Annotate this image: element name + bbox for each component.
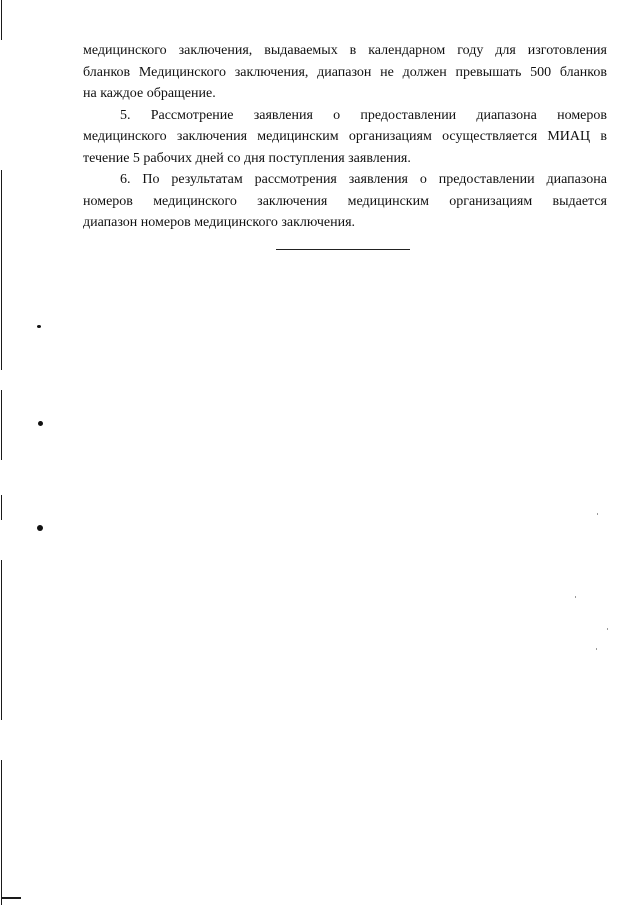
scan-border-bottom bbox=[1, 897, 21, 899]
text-line: диапазон номеров медицинского заключения. bbox=[83, 215, 356, 230]
punch-hole-mark bbox=[38, 421, 43, 426]
scan-border-left bbox=[1, 760, 2, 905]
text-line: бланков Медицинского заключения, диапазон не должен превышать 500 бланков bbox=[83, 64, 607, 80]
text-line: течение 5 рабочих дней со дня поступления заявления. bbox=[83, 150, 411, 166]
scan-noise bbox=[607, 628, 608, 630]
scan-border-left bbox=[1, 0, 2, 40]
scan-noise bbox=[597, 513, 598, 515]
end-of-document-rule bbox=[276, 249, 410, 250]
text-line: 6. По результатам рассмотрения заявления о предоставлении диапазона bbox=[120, 172, 607, 187]
text-line: медицинского заключения медицинским организациям осуществляется МИАЦ в bbox=[83, 129, 607, 144]
text-line: 5. Рассмотрение заявления о предоставлении диапазона номеров bbox=[120, 107, 607, 123]
punch-hole-mark bbox=[37, 325, 41, 328]
scan-border-left bbox=[1, 390, 2, 460]
scan-noise bbox=[575, 596, 576, 598]
scan-border-left bbox=[1, 170, 2, 370]
scan-border-left bbox=[1, 495, 2, 520]
scan-border-left bbox=[1, 560, 2, 720]
paragraph-6 bbox=[83, 169, 607, 234]
document-body bbox=[83, 40, 607, 234]
paragraph-5 bbox=[83, 105, 607, 170]
punch-hole-mark bbox=[37, 525, 43, 531]
text-line: номеров медицинского заключения медицинским организациям выдается bbox=[83, 193, 607, 209]
scan-noise bbox=[596, 648, 597, 650]
text-line: на каждое обращение. bbox=[83, 86, 216, 101]
paragraph-4-continuation bbox=[83, 40, 607, 105]
text-line: медицинского заключения, выдаваемых в календарном году для изготовления bbox=[83, 43, 607, 58]
